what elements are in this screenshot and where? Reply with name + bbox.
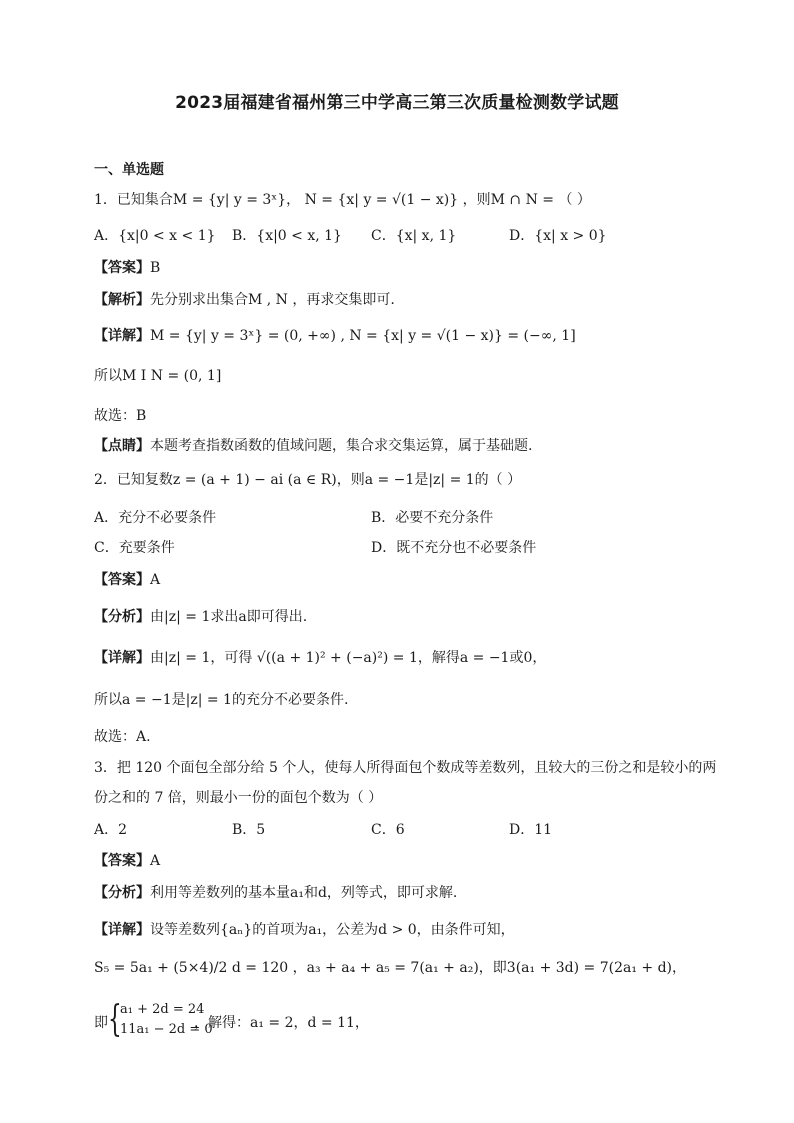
q1-stem: 1．已知集合M = {y| y = 3ˣ}， N = {x| y = √(1 − x)} ，则M ∩ N = （ ） (94, 192, 591, 208)
detail-text: 设等差数列{aₙ}的首项为a₁，公差为d > 0，由条件可知， (150, 922, 515, 938)
q2-stem: 2．已知复数z = (a + 1) − ai (a ∈ R)，则a = −1是|z| = 1的（ ） (94, 472, 522, 488)
q1-so: 所以M I N = (0, 1] (94, 368, 222, 384)
q1-choose: 故选：B (94, 408, 147, 424)
analysis-tag: 【分析】 (94, 609, 150, 625)
q1-option-d: D．{x| x > 0} (509, 228, 607, 244)
system-row-1: a₁ + 2d = 24 (120, 1002, 205, 1017)
q3-option-d: D．11 (509, 822, 553, 838)
q2-option-b: B．必要不充分条件 (371, 510, 494, 526)
q1-answer (94, 258, 160, 278)
q2-option-c: C．充要条件 (94, 540, 175, 556)
answer-value: A (150, 853, 161, 869)
q3-stem-line2: 份之和的 7 倍，则最小一份的面包个数为（ ） (94, 790, 383, 806)
q3-stem-line1: 3．把 120 个面包全部分给 5 个人，使每人所得面包个数成等差数列，且较大的三份之和是较小的两 (94, 760, 717, 776)
analysis-text: 由|z| = 1求出a即可得出. (150, 609, 308, 625)
q3-answer (94, 851, 160, 871)
q2-answer (94, 570, 160, 590)
answer-value: B (150, 260, 161, 276)
q2-detail (94, 648, 546, 668)
q3-option-b: B．5 (232, 822, 266, 838)
detail-tag: 【详解】 (94, 328, 150, 344)
q1-option-b: B．{x|0 < x, 1} (232, 228, 342, 244)
system-solution: ，解得：a₁ = 2，d = 11， (194, 1015, 369, 1031)
comment-tag: 【点睛】 (94, 438, 150, 454)
q3-analysis (94, 883, 457, 903)
system-row-2: 11a₁ − 2d = 0 (120, 1022, 213, 1037)
q2-analysis (94, 607, 307, 627)
detail-tag: 【详解】 (94, 650, 150, 666)
analysis-text: 先分别求出集合M , N ，再求交集即可. (150, 292, 395, 308)
answer-tag: 【答案】 (94, 260, 150, 276)
q3-option-c: C．6 (371, 822, 405, 838)
answer-tag: 【答案】 (94, 853, 150, 869)
q2-choose: 故选：A. (94, 729, 151, 745)
analysis-text: 利用等差数列的基本量a₁和d，列等式，即可求解. (150, 885, 458, 901)
system-brace: { (108, 999, 122, 1040)
q2-option-d: D．既不充分也不必要条件 (371, 540, 537, 556)
section-heading: 一、单选题 (94, 162, 164, 178)
q3-detail (94, 920, 515, 940)
q1-option-c: C．{x| x, 1} (371, 228, 457, 244)
analysis-tag: 【分析】 (94, 885, 150, 901)
answer-tag: 【答案】 (94, 572, 150, 588)
q2-option-a: A．充分不必要条件 (94, 510, 217, 526)
page-title: 2023届福建省福州第三中学高三第三次质量检测数学试题 (175, 93, 619, 113)
q1-analysis (94, 290, 395, 310)
q1-option-a: A．{x|0 < x < 1} (94, 228, 216, 244)
analysis-tag: 【解析】 (94, 292, 150, 308)
q2-so: 所以a = −1是|z| = 1的充分不必要条件. (94, 692, 349, 708)
q3-option-a: A．2 (94, 822, 128, 838)
q3-equation-line: S₅ = 5a₁ + (5×4)/2 d = 120 ，a₃ + a₄ + a₅ = 7(a₁ + a₂)，即3(a₁ + 3d) = 7(2a₁ + d)， (94, 960, 686, 976)
detail-tag: 【详解】 (94, 922, 150, 938)
detail-text: M = {y| y = 3ˣ} = (0, +∞) , N = {x| y = √(1 − x)} = (−∞, 1] (150, 328, 576, 344)
detail-text: 由|z| = 1，可得 √((a + 1)² + (−a)²) = 1，解得a = −1或0， (150, 650, 547, 666)
comment-text: 本题考查指数函数的值域问题，集合求交集运算，属于基础题. (150, 438, 533, 454)
q1-comment (94, 436, 532, 456)
system-prefix: 即 (94, 1015, 108, 1031)
answer-value: A (150, 572, 161, 588)
q1-detail (94, 326, 576, 346)
